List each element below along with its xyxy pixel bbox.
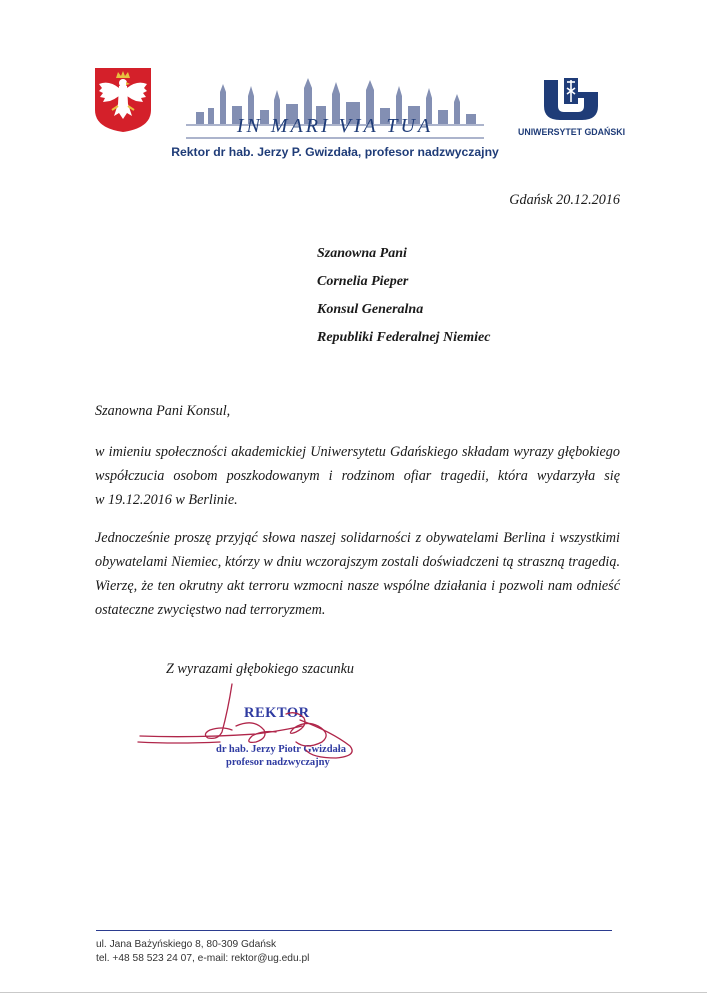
paragraph-line: obywatelami Niemiec, którzy w dniu wczorajszym zostali doświadczeni tą straszną tragedią. bbox=[95, 554, 620, 570]
recipient-line: Szanowna Pani bbox=[317, 246, 407, 261]
footer-address: ul. Jana Bażyńskiego 8, 80-309 Gdańsk bbox=[96, 939, 277, 950]
university-of-gdansk-logo-icon bbox=[540, 76, 602, 122]
polish-eagle-emblem-icon bbox=[93, 66, 153, 134]
letter-paragraph-1 bbox=[95, 440, 620, 512]
rector-header-line: Rektor dr hab. Jerzy P. Gwizdała, profesor nadzwyczajny bbox=[171, 145, 499, 159]
greeting: Szanowna Pani Konsul, bbox=[95, 403, 231, 419]
stamp-title: REKTOR bbox=[244, 705, 310, 721]
page-edge bbox=[0, 992, 707, 993]
closing-phrase: Z wyrazami głębokiego szacunku bbox=[166, 661, 354, 677]
paragraph-line: ostateczne zwycięstwo nad terroryzmem. bbox=[95, 602, 326, 618]
recipient-line: Konsul Generalna bbox=[317, 302, 424, 317]
recipient-line: Republiki Federalnej Niemiec bbox=[317, 330, 491, 345]
university-name: UNIWERSYTET GDAŃSKI bbox=[518, 127, 626, 137]
paragraph-line: w imieniu społeczności akademickiej Uniwersytetu Gdańskiego składam wyrazy głębokiego bbox=[95, 444, 620, 460]
university-motto: IN MARI VIA TUA bbox=[236, 115, 434, 137]
paragraph-line: w 19.12.2016 w Berlinie. bbox=[95, 492, 238, 508]
handwritten-signature bbox=[136, 680, 366, 780]
letter-paragraph-2 bbox=[95, 526, 620, 622]
paragraph-line: współczucia osobom poszkodowanym i rodzinom ofiar tragedii, która wydarzyła się bbox=[95, 468, 620, 484]
paragraph-line: Jednocześnie proszę przyjąć słowa naszej solidarności z obywatelami Berlina i wszystkimi bbox=[95, 530, 620, 546]
letter-date: Gdańsk 20.12.2016 bbox=[509, 192, 620, 208]
stamp-name: dr hab. Jerzy Piotr Gwizdała bbox=[216, 744, 346, 755]
footer-divider bbox=[96, 930, 612, 931]
footer-contact: tel. +48 58 523 24 07, e-mail: rektor@ug.edu.pl bbox=[96, 953, 310, 964]
recipient-line: Cornelia Pieper bbox=[317, 274, 409, 289]
paragraph-line: Wierzę, że ten okrutny akt terroru wzmocni nasze wspólne działania i pozwoli nam odnieść bbox=[95, 578, 620, 594]
stamp-position: profesor nadzwyczajny bbox=[226, 757, 330, 768]
